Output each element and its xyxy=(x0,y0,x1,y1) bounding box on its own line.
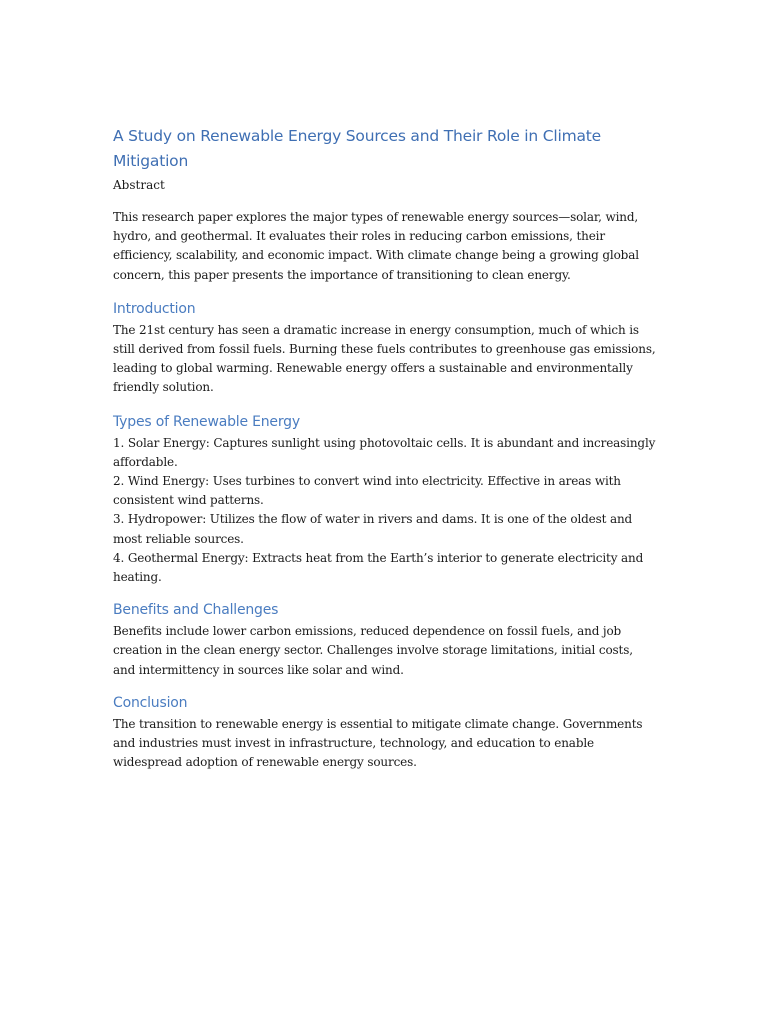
list-item-hydropower: 3. Hydropower: Utilizes the flow of water in rivers and dams. It is one of the oldest and most reliable sources. xyxy=(113,512,633,546)
list-item-wind: 2. Wind Energy: Uses turbines to convert wind into electricity. Effective in areas with consistent wind patterns. xyxy=(113,474,621,508)
heading-introduction: Introduction xyxy=(113,300,196,317)
document-page xyxy=(113,124,658,772)
heading-benefits-and-challenges: Benefits and Challenges xyxy=(113,602,279,619)
benefits-text: Benefits include lower carbon emissions, reduced dependence on fossil fuels, and job creation in the clean energy sector. Challenges involve storage limitations, initial costs, and intermittency in sources like solar and wind. xyxy=(113,624,633,677)
abstract-text: This research paper explores the major types of renewable energy sources—solar, wind, hydro, and geothermal. It evaluates their roles in reducing carbon emissions, their efficiency, scalability, and economic impact. With climate change being a growing global concern, this paper presents the importance of transitioning to clean energy. xyxy=(113,210,639,282)
heading-conclusion: Conclusion xyxy=(113,694,188,711)
types-list xyxy=(113,434,658,588)
paper-title: A Study on Renewable Energy Sources and Their Role in Climate Mitigation xyxy=(113,127,601,170)
heading-types-of-renewable-energy: Types of Renewable Energy xyxy=(113,413,300,430)
abstract-label: Abstract xyxy=(113,178,165,192)
introduction-text: The 21st century has seen a dramatic increase in energy consumption, much of which is still derived from fossil fuels. Burning these fuels contributes to greenhouse gas emissions, leading to global warming. Renewable energy offers a sustainable and environmentally friendly solution. xyxy=(113,322,656,395)
list-item-geothermal: 4. Geothermal Energy: Extracts heat from the Earth’s interior to generate electricity and heating. xyxy=(113,550,644,585)
list-item-solar: 1. Solar Energy: Captures sunlight using photovoltaic cells. It is abundant and increasingly affordable. xyxy=(113,435,656,469)
conclusion-text: The transition to renewable energy is essential to mitigate climate change. Governments and industries must invest in infrastructure, technology, and education to enable widespread adoption of renewable energy sources. xyxy=(113,716,643,770)
